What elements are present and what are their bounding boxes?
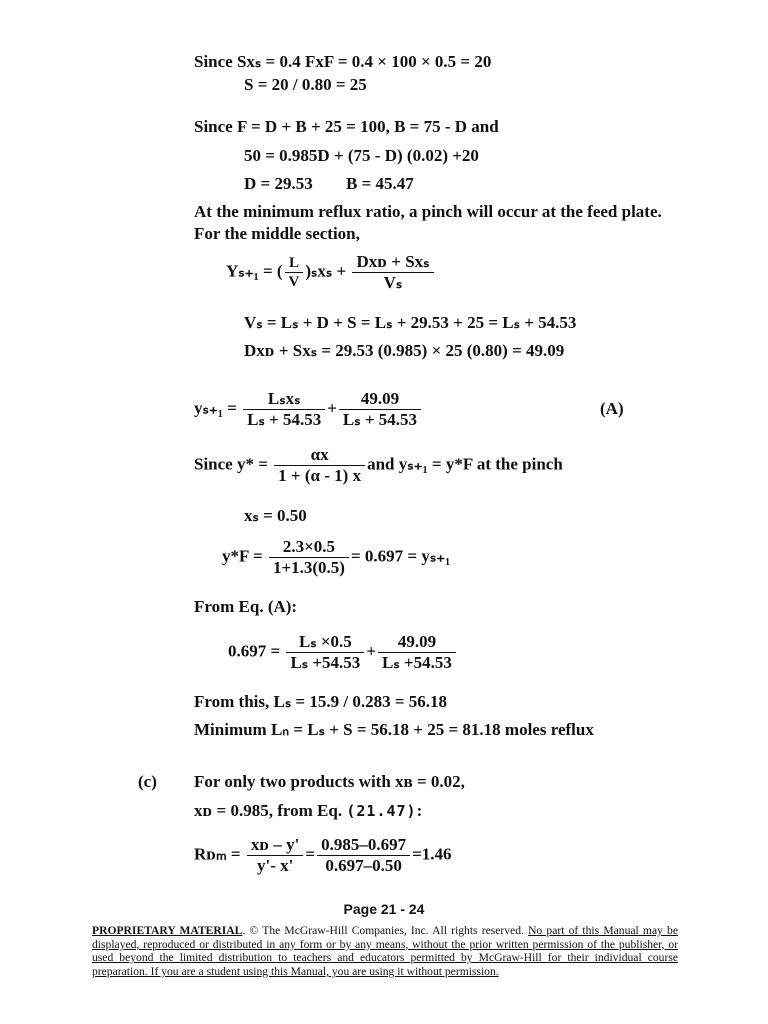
eq-ref: (21.47) xyxy=(346,802,417,820)
eq-yf-lhs: y*F = xyxy=(222,546,263,566)
equation-a: yₛ₊₁ = $\frac{\text{Lₛxₛ}}{\text{Lₛ + 54.53}}$ + $\frac{49.09}{\text{Lₛ + 54.53}}$ xyxy=(194,390,423,429)
line-dxd-sxs: Dxᴅ + Sxₛ = 29.53 (0.985) × 25 (0.80) = 49.09 xyxy=(244,341,565,360)
eq-and-pinch: and yₛ₊₁ = y*F at the pinch xyxy=(367,454,563,474)
eq-after-lv: )ₛxₛ + xyxy=(305,261,351,281)
eq-yf-result: = 0.697 = yₛ₊₁ xyxy=(350,546,451,566)
eq-ys1-lhs: Yₛ₊₁ = ( xyxy=(226,261,283,281)
line-xd-eq xyxy=(194,801,422,821)
fraction-lsxs: $\frac{\text{Lₛxₛ}}{\text{Lₛ + 54.53}}$ xyxy=(243,390,325,429)
eq-rdm-result: =1.46 xyxy=(412,844,452,864)
page-number: Page 21 - 24 xyxy=(343,901,425,917)
fraction-4909-b: $\frac{49.09}{\text{Lₛ +54.53}}$ xyxy=(378,633,456,672)
equation-operating-line xyxy=(226,253,436,292)
line-balance: 50 = 0.985D + (75 - D) (0.02) +20 xyxy=(244,146,479,165)
footer-copyright: . © The McGraw-Hill Companies, Inc. All rights reserved. xyxy=(242,924,529,937)
fraction-dxd-sxs: $\frac{\text{Dxᴅ + Sxₛ}}{\text{Vₛ}}$ xyxy=(352,253,433,292)
equation-a-label: (A) xyxy=(600,399,624,418)
line-b-value: B = 45.47 xyxy=(346,174,414,193)
line-since-f: Since F = D + B + 25 = 100, B = 75 - D and xyxy=(194,117,499,136)
line-d-value: D = 29.53 xyxy=(244,174,313,193)
eq-a-lhs: yₛ₊₁ = xyxy=(194,398,237,418)
equation-rdm: Rᴅₘ = $\frac{\text{xᴅ – y'}}{y'- x'}$ = $\frac{0.985-0.697}{0.697-0.50}$ =1.46 xyxy=(194,835,452,875)
eq-rdm-lhs: Rᴅₘ = xyxy=(194,844,241,864)
part-c-label: (c) xyxy=(138,772,157,791)
footer-notice: No part of this Manual may be displayed, reproduced or distributed in any form or by any means, without the prior written permission of the publisher, or used beyond the limited distribution to teachers and educators permitted by McGraw-Hill for their individual course preparation. If you are a student using this Manual, you are using it without permission. xyxy=(92,924,678,978)
xd-text: xᴅ = 0.985, from Eq. xyxy=(194,801,343,820)
line-two-products: For only two products with xʙ = 0.02, xyxy=(194,772,465,791)
colon: : xyxy=(416,801,423,820)
line-since-sxs: Since Sxₛ = 0.4 FxF = 0.4 × 100 × 0.5 = 20 xyxy=(194,52,492,71)
equation-yf xyxy=(222,538,450,577)
fraction-yf: $\frac{2.3\times 0.5}{1+1.3(0.5)}$ xyxy=(269,538,349,577)
line-middle-section: For the middle section, xyxy=(194,224,360,243)
fraction-rdm-numeric: $\frac{0.985-0.697}{0.697-0.50}$ xyxy=(317,836,410,875)
line-minimum-ln: Minimum Lₙ = Lₛ + S = 56.18 + 25 = 81.18 moles reflux xyxy=(194,720,594,739)
equation-equilibrium xyxy=(194,446,563,485)
fraction-l-over-v: $\frac{L}{V}$ xyxy=(285,255,304,290)
fraction-alpha-x: $\frac{\alpha x}{1 + (\alpha - 1) x}$ xyxy=(274,446,365,485)
fraction-rdm-symbolic: $\frac{\text{xᴅ – y'}}{y'- x'}$ xyxy=(247,836,304,875)
line-s-value: S = 20 / 0.80 = 25 xyxy=(244,75,367,94)
copyright-footer xyxy=(92,924,678,978)
line-from-eq-a: From Eq. (A): xyxy=(194,597,298,616)
equation-solve-ls: 0.697 = $\frac{\text{Lₛ ×0.5}}{\text{Lₛ +54.53}}$ + $\frac{49.09}{\text{Lₛ +54.53}}$ xyxy=(228,633,458,672)
fraction-4909: $\frac{49.09}{\text{Lₛ + 54.53}}$ xyxy=(339,390,421,429)
line-xs: xₛ = 0.50 xyxy=(244,506,307,525)
line-from-this: From this, Lₛ = 15.9 / 0.283 = 56.18 xyxy=(194,692,448,711)
footer-proprietary: PROPRIETARY MATERIAL xyxy=(92,924,243,937)
fraction-ls-05: $\frac{\text{Lₛ ×0.5}}{\text{Lₛ +54.53}}$ xyxy=(286,633,364,672)
eq-since-y: Since y* = xyxy=(194,454,268,474)
line-vs: Vₛ = Lₛ + D + S = Lₛ + 29.53 + 25 = Lₛ + 54.53 xyxy=(244,313,577,332)
eq-0697-lhs: 0.697 = xyxy=(228,641,281,661)
line-pinch: At the minimum reflux ratio, a pinch will occur at the feed plate. xyxy=(194,202,662,221)
